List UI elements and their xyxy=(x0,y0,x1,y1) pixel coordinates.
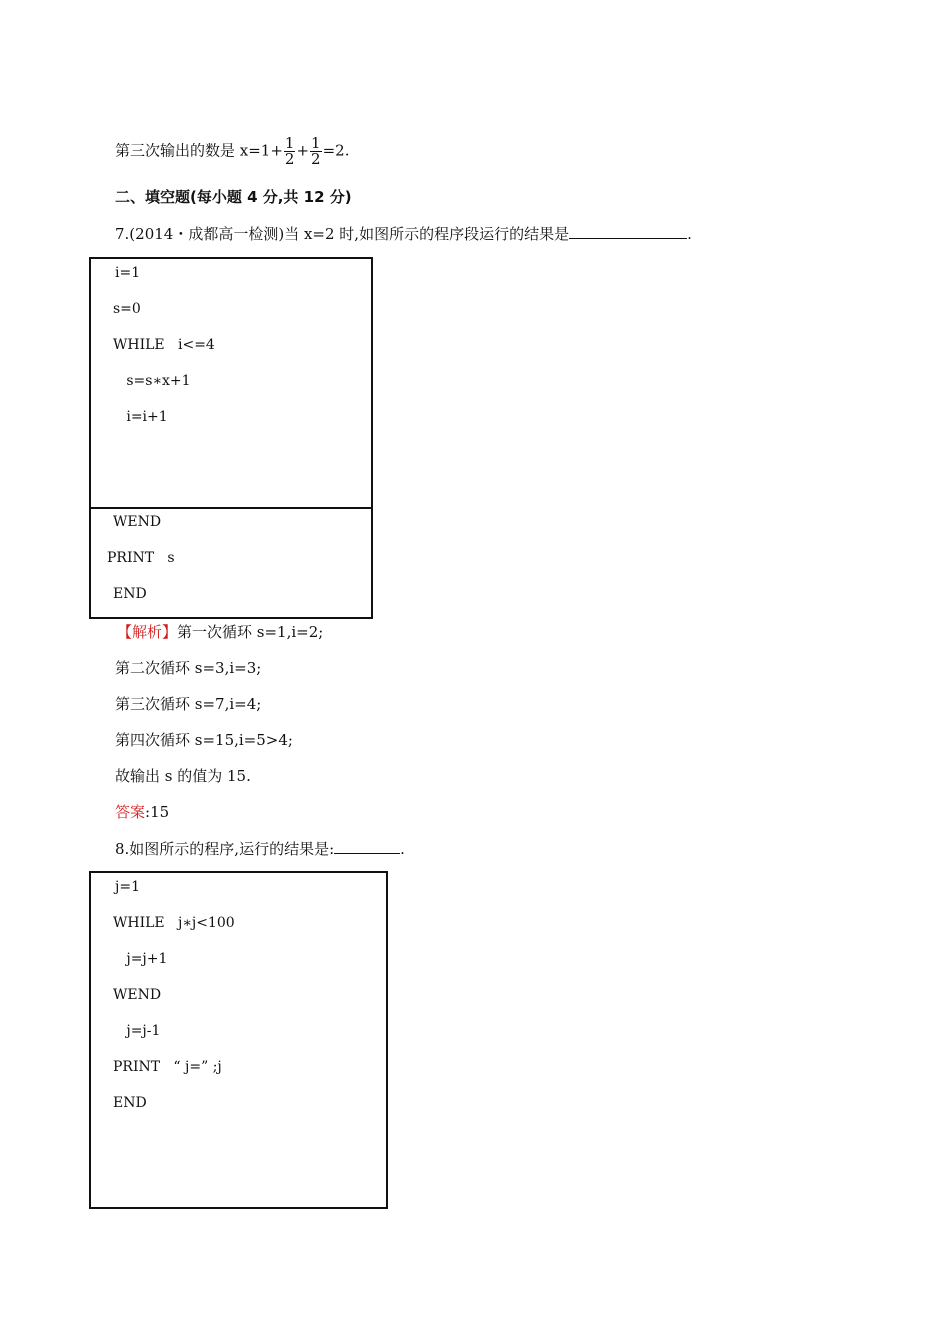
q8-code-line: WHILE j∗j<100 xyxy=(113,915,235,931)
q7-text-line xyxy=(115,224,692,244)
analysis-line: 第二次循环 s=3,i=3; xyxy=(115,659,262,677)
analysis-line: 故输出 s 的值为 15. xyxy=(115,767,251,785)
intro-prefix: 第三次输出的数是 x=1+ xyxy=(115,141,283,160)
q7-code-line: WEND xyxy=(113,514,162,530)
analysis-line: 第四次循环 s=15,i=5>4; xyxy=(115,731,293,749)
q7-code-line: i=i+1 xyxy=(113,409,168,425)
q8-code-line: j=j-1 xyxy=(113,1023,161,1039)
q7-code-line: i=1 xyxy=(115,265,141,281)
q7-code-divider xyxy=(91,507,371,509)
fraction-1-numerator: 1 xyxy=(284,134,295,152)
fraction-1 xyxy=(284,136,296,167)
q8-end: . xyxy=(400,840,405,858)
q8-code-box xyxy=(89,871,388,1209)
intro-line xyxy=(115,136,349,167)
q8-code-line: j=1 xyxy=(115,879,140,895)
q7-analysis-first-line xyxy=(117,622,323,642)
q8-answer-blank xyxy=(334,839,400,854)
q8-text: 8.如图所示的程序,运行的结果是: xyxy=(115,840,335,858)
q8-code-line: END xyxy=(113,1095,147,1111)
q7-code-line: PRINT s xyxy=(107,550,175,566)
answer-label: 答案 xyxy=(115,803,146,821)
fraction-2 xyxy=(310,136,322,167)
q8-code-line: j=j+1 xyxy=(113,951,168,967)
analysis-tag: 【解析】 xyxy=(117,623,178,641)
intro-suffix: =2. xyxy=(322,141,350,160)
plus-sign: + xyxy=(296,141,310,160)
q8-code-line: WEND xyxy=(113,987,162,1003)
section-heading: 二、填空题(每小题 4 分,共 12 分) xyxy=(115,188,352,206)
q7-code-line: s=s∗x+1 xyxy=(113,373,191,389)
q7-code-line: s=0 xyxy=(113,301,141,317)
fraction-2-denominator: 2 xyxy=(311,150,321,168)
q8-code-line: PRINT “ j=” ;j xyxy=(113,1059,222,1075)
q7-answer-blank xyxy=(569,224,687,239)
q7-code-line: END xyxy=(113,586,147,602)
analysis-line: 第一次循环 s=1,i=2; xyxy=(177,623,324,641)
q7-code-line: WHILE i<=4 xyxy=(113,337,215,353)
fraction-1-denominator: 2 xyxy=(284,150,295,168)
q7-answer-line xyxy=(115,802,169,822)
q7-code-box xyxy=(89,257,373,619)
q7-text: 7.(2014・成都高一检测)当 x=2 时,如图所示的程序段运行的结果是 xyxy=(115,225,570,243)
fraction-2-numerator: 1 xyxy=(311,134,321,152)
q7-end: . xyxy=(687,225,692,243)
q8-text-line xyxy=(115,839,405,859)
answer-value: :15 xyxy=(145,803,170,821)
analysis-line: 第三次循环 s=7,i=4; xyxy=(115,695,262,713)
